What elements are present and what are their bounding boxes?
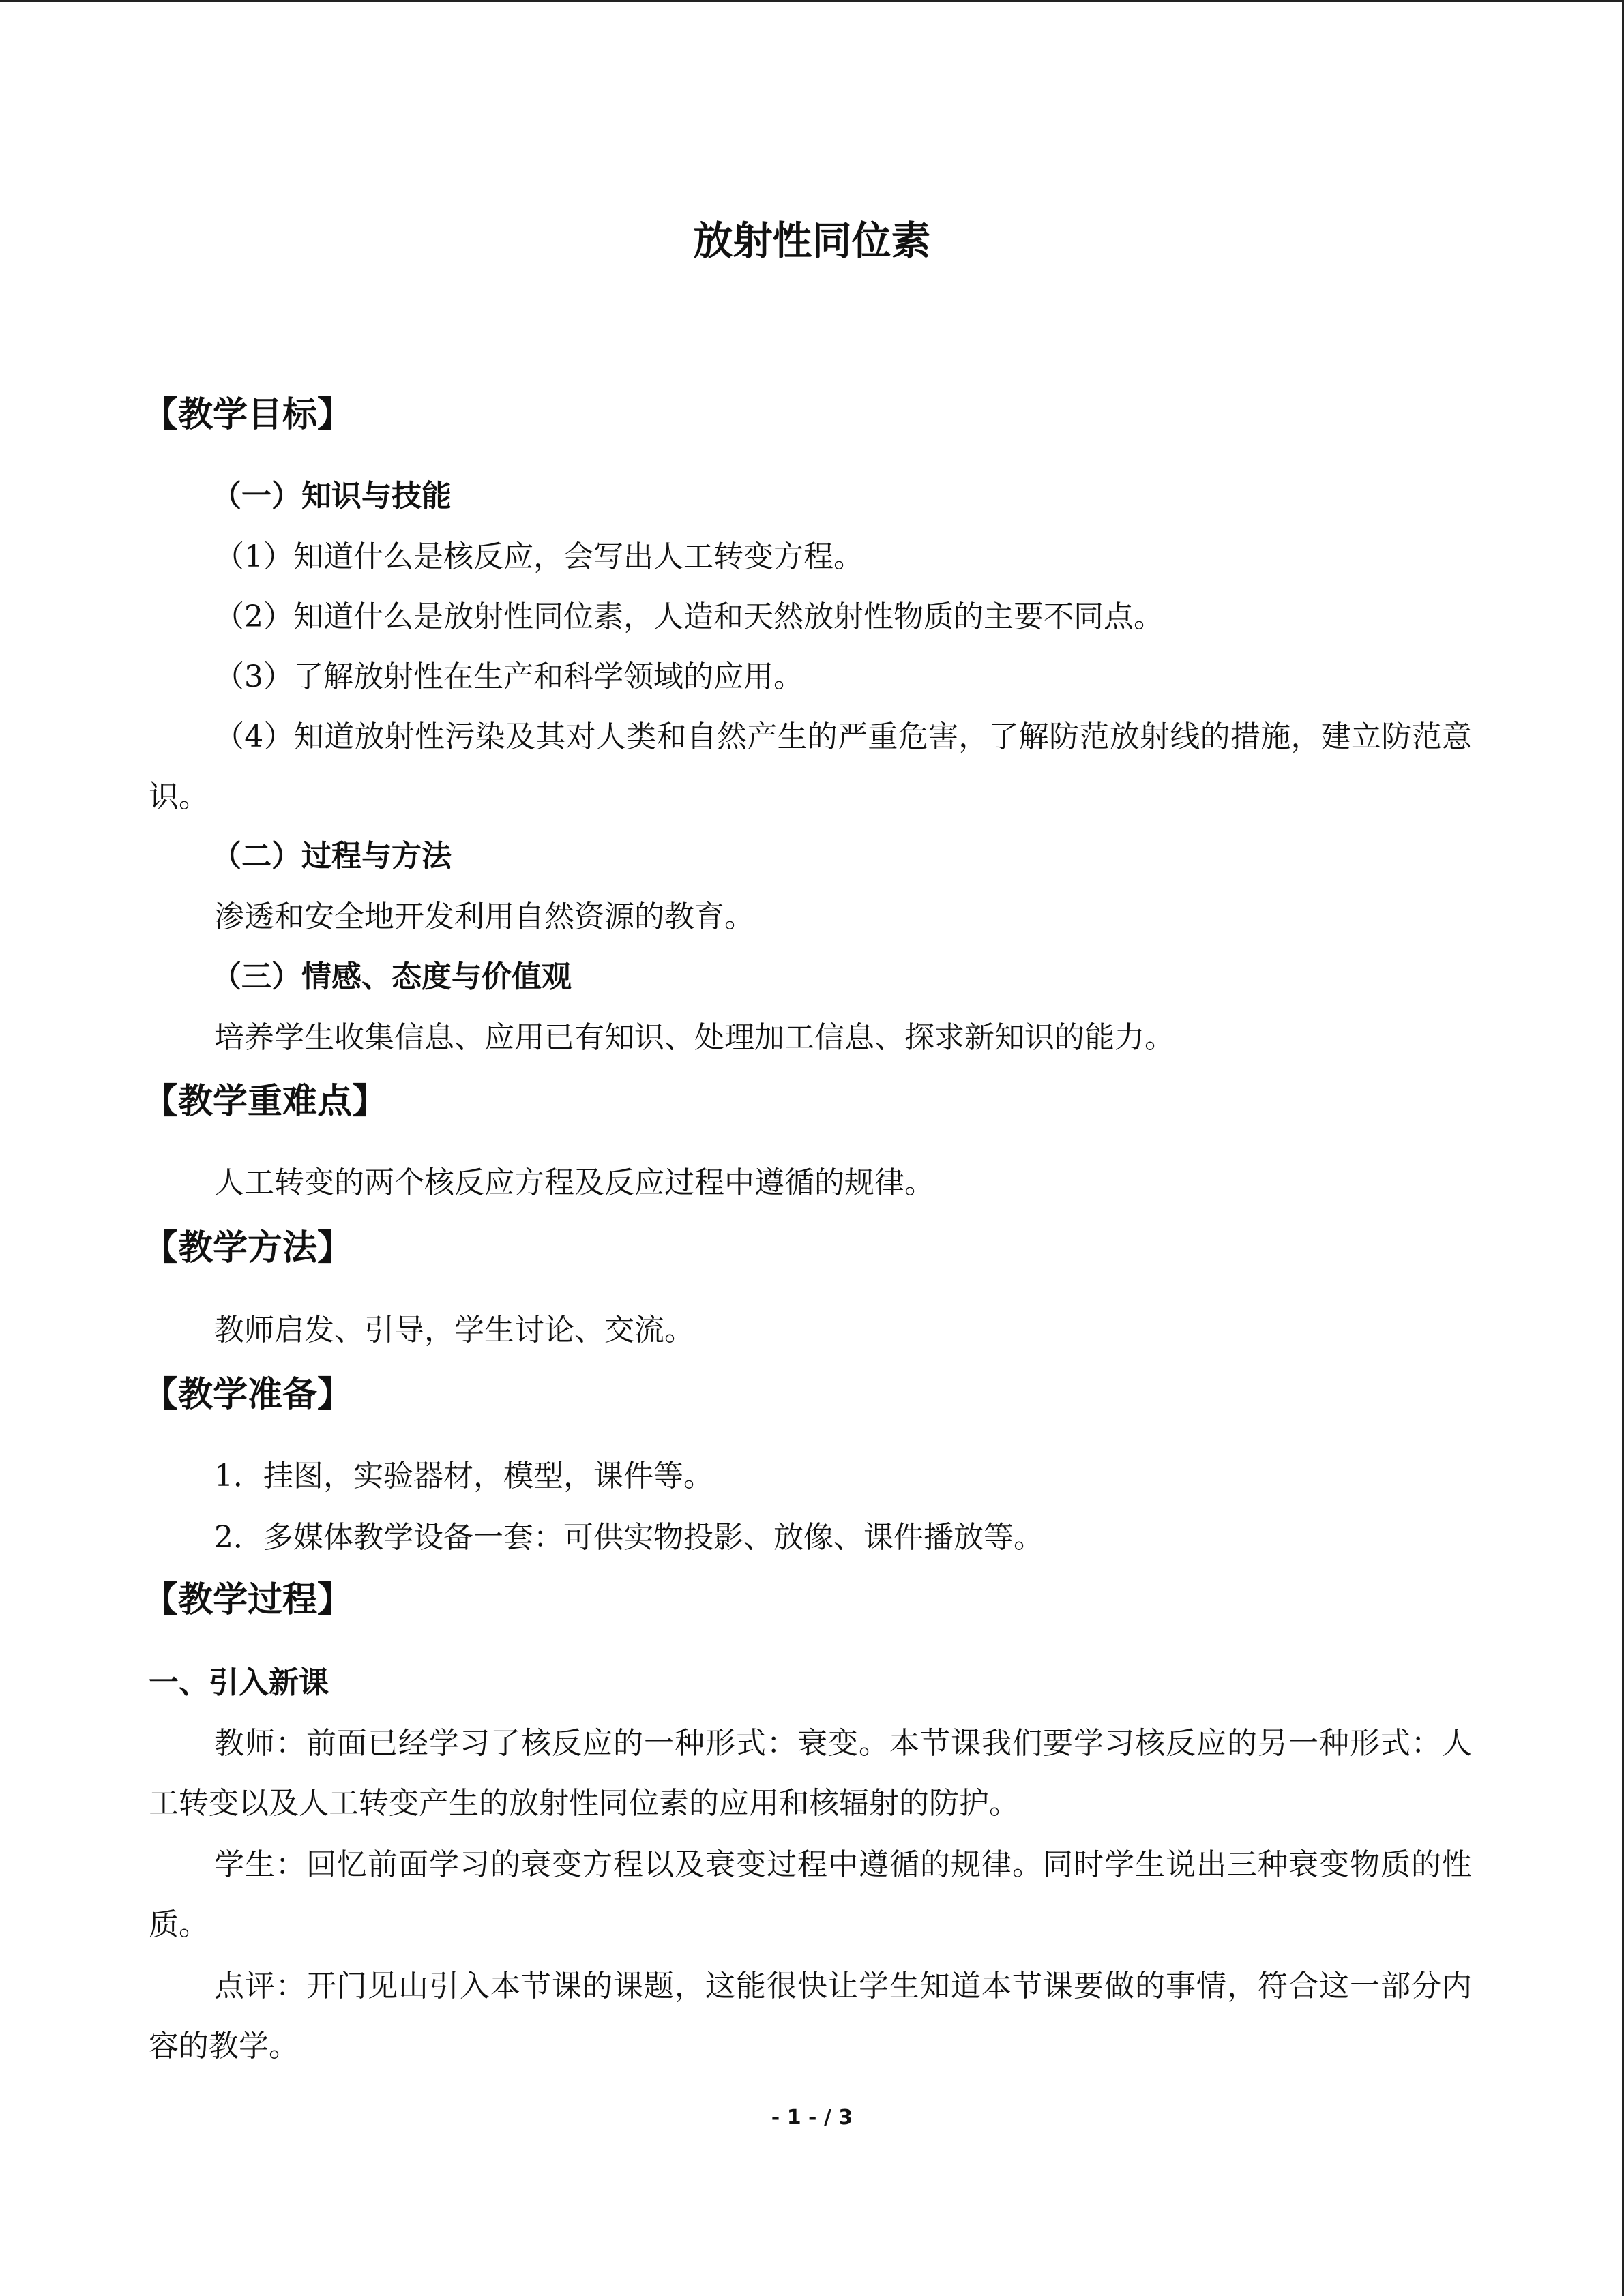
subheading-process-methods: （二）过程与方法	[211, 839, 452, 874]
attitudes-values-text: 培养学生收集信息、应用已有知识、处理加工信息、探求新知识的能力。	[214, 1020, 1175, 1055]
process-paragraph: 点评：开门见山引入本节课的课题，这能很快让学生知道本节课要做的事情，符合这一部分内容的教学。	[149, 1969, 1472, 2063]
goal-item-1: （1）知道什么是核反应，会写出人工转变方程。	[214, 539, 863, 574]
prep-item-1: 1．挂图，实验器材，模型，课件等。	[214, 1459, 713, 1493]
subheading-attitudes-values: （三）情感、态度与价值观	[211, 959, 572, 994]
process-methods-text: 渗透和安全地开发利用自然资源的教育。	[214, 899, 754, 934]
process-paragraph: 学生：回忆前面学习的衰变方程以及衰变过程中遵循的规律。同时学生说出三种衰变物质的性质。	[149, 1847, 1472, 1942]
key-points-text: 人工转变的两个核反应方程及反应过程中遵循的规律。	[214, 1165, 934, 1200]
goal-item-4: （4）知道放射性污染及其对人类和自然产生的严重危害，了解防范放射线的措施，建立防范意识。	[149, 719, 1472, 814]
heading-teaching-methods: 【教学方法】	[143, 1227, 353, 1268]
goal-item-2: （2）知道什么是放射性同位素，人造和天然放射性物质的主要不同点。	[214, 599, 1164, 634]
page-number: - 1 - / 3	[771, 2106, 853, 2130]
heading-teaching-process: 【教学过程】	[143, 1579, 353, 1620]
heading-key-points: 【教学重难点】	[143, 1081, 387, 1122]
teaching-methods-text: 教师启发、引导，学生讨论、交流。	[214, 1313, 694, 1347]
page-title: 放射性同位素	[693, 218, 931, 264]
heading-teaching-prep: 【教学准备】	[143, 1374, 353, 1415]
heading-teaching-goals: 【教学目标】	[143, 394, 353, 435]
part-heading-intro: 一、引入新课	[149, 1665, 329, 1700]
process-paragraph: 教师：前面已经学习了核反应的一种形式：衰变。本节课我们要学习核反应的另一种形式：人工转变以及人工转变产生的放射性同位素的应用和核辐射的防护。	[149, 1726, 1472, 1821]
goal-item-3: （3）了解放射性在生产和科学领域的应用。	[214, 659, 803, 694]
subheading-knowledge-skills: （一）知识与技能	[211, 479, 452, 513]
prep-item-2: 2．多媒体教学设备一套：可供实物投影、放像、课件播放等。	[214, 1520, 1044, 1555]
